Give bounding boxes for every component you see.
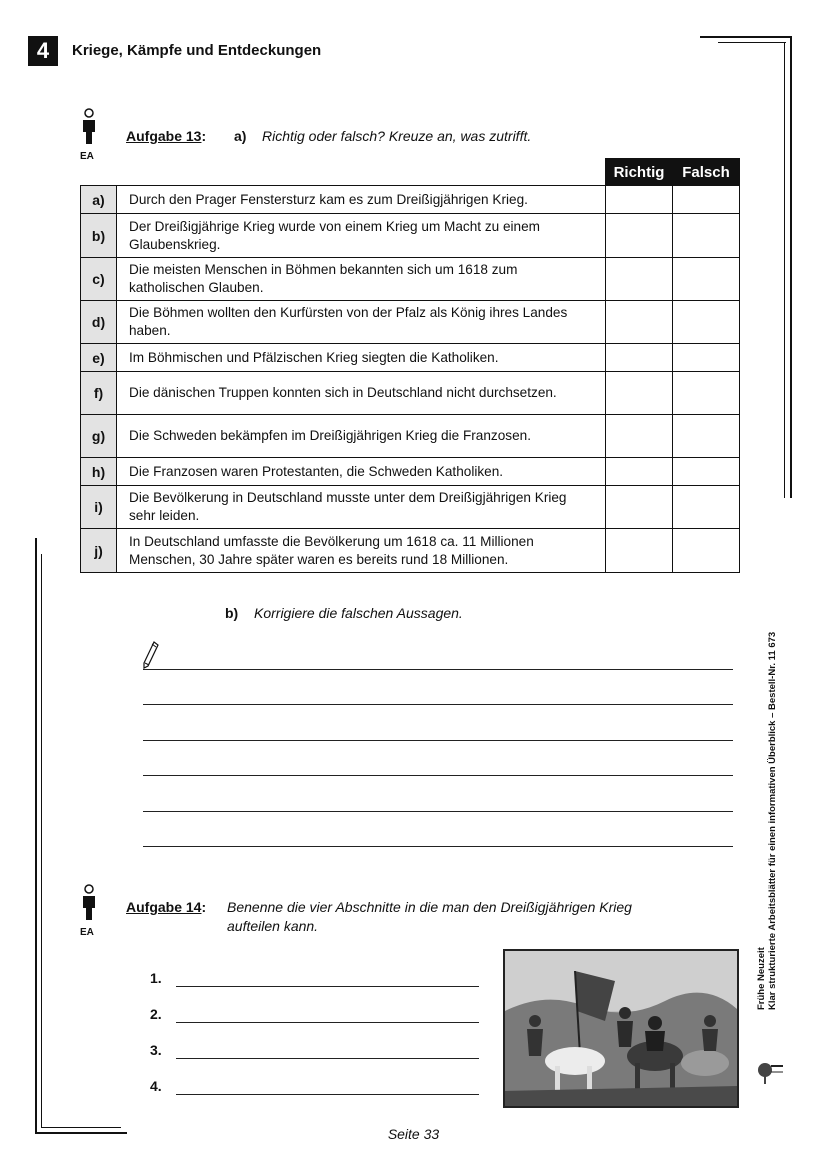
task14-text-line1: Benenne die vier Abschnitte in die man den Dreißigjährigen Krieg: [227, 899, 632, 915]
chapter-title: Kriege, Kämpfe und Entdeckungen: [72, 42, 322, 59]
ea-label: EA: [80, 927, 94, 938]
table-row: [81, 372, 740, 415]
cavalry-painting-image: [503, 949, 739, 1108]
sidebar-text: [756, 590, 778, 1010]
richtig-checkbox[interactable]: [606, 344, 673, 372]
chapter-number: 4: [28, 36, 58, 66]
row-statement: Durch den Prager Fenstersturz kam es zum Dreißigjährigen Krieg.: [117, 186, 606, 214]
answer-line[interactable]: [176, 986, 479, 987]
row-letter: g): [81, 415, 117, 458]
frame-right-line: [790, 36, 792, 498]
row-letter: a): [81, 186, 117, 214]
richtig-checkbox[interactable]: [606, 301, 673, 344]
falsch-checkbox[interactable]: [673, 486, 740, 529]
person-icon: [79, 108, 99, 148]
item-number: 2.: [150, 1006, 162, 1022]
row-letter: e): [81, 344, 117, 372]
row-statement: Die Franzosen waren Protestanten, die Schweden Katholiken.: [117, 458, 606, 486]
falsch-checkbox[interactable]: [673, 372, 740, 415]
table-row: [81, 214, 740, 258]
row-statement: Im Böhmischen und Pfälzischen Krieg siegten die Katholiken.: [117, 344, 606, 372]
falsch-checkbox[interactable]: [673, 214, 740, 258]
task14-label: Aufgabe 14:: [126, 899, 207, 915]
row-statement: Die Bevölkerung in Deutschland musste unter dem Dreißigjährigen Krieg sehr leiden.: [117, 486, 606, 529]
falsch-checkbox[interactable]: [673, 529, 740, 573]
row-statement: Die dänischen Truppen konnten sich in Deutschland nicht durchsetzen.: [117, 372, 606, 415]
sidebar-line2: Klar strukturierte Arbeitsblätter für einen informativen Überblick – Bestell-Nr. 11 673: [767, 631, 778, 1010]
row-statement: In Deutschland umfasste die Bevölkerung um 1618 ca. 11 Millionen Menschen, 30 Jahre später waren es bereits rund 18 Millionen.: [117, 529, 606, 573]
answer-line[interactable]: [176, 1094, 479, 1095]
item-number: 3.: [150, 1042, 162, 1058]
table-row: [81, 344, 740, 372]
falsch-checkbox[interactable]: [673, 301, 740, 344]
answer-line[interactable]: [143, 704, 733, 705]
table-row: [81, 529, 740, 573]
row-letter: j): [81, 529, 117, 573]
row-letter: f): [81, 372, 117, 415]
table-row: [81, 258, 740, 301]
task13-part-b-text: Korrigiere die falschen Aussagen.: [254, 605, 463, 621]
row-letter: i): [81, 486, 117, 529]
answer-line[interactable]: [176, 1058, 479, 1059]
falsch-checkbox[interactable]: [673, 258, 740, 301]
frame-left-line: [35, 538, 37, 1134]
answer-line[interactable]: [143, 811, 733, 812]
falsch-checkbox[interactable]: [673, 415, 740, 458]
ea-label: EA: [80, 151, 94, 162]
pencil-icon: [142, 640, 160, 670]
column-falsch: Falsch: [673, 159, 740, 186]
page-number: Seite 33: [387, 1126, 440, 1142]
row-statement: Die Schweden bekämpfen im Dreißigjährigen Krieg die Franzosen.: [117, 415, 606, 458]
frame-top-line: [700, 36, 792, 38]
answer-line[interactable]: [143, 740, 733, 741]
frame-top-line-inner: [718, 42, 786, 43]
answer-line[interactable]: [143, 775, 733, 776]
person-icon: [79, 884, 99, 924]
row-letter: h): [81, 458, 117, 486]
table-row: [81, 458, 740, 486]
richtig-checkbox[interactable]: [606, 214, 673, 258]
row-letter: b): [81, 214, 117, 258]
table-row: [81, 186, 740, 214]
task13-part-a-text: Richtig oder falsch? Kreuze an, was zutrifft.: [262, 128, 532, 144]
task13-part-b-letter: b): [225, 605, 239, 621]
table-row: [81, 486, 740, 529]
richtig-checkbox[interactable]: [606, 529, 673, 573]
row-letter: d): [81, 301, 117, 344]
falsch-checkbox[interactable]: [673, 186, 740, 214]
column-richtig: Richtig: [606, 159, 673, 186]
answer-line[interactable]: [143, 669, 733, 670]
table-row: [81, 415, 740, 458]
richtig-checkbox[interactable]: [606, 258, 673, 301]
richtig-checkbox[interactable]: [606, 415, 673, 458]
falsch-checkbox[interactable]: [673, 458, 740, 486]
frame-left-line-inner: [41, 554, 42, 1128]
answer-line[interactable]: [143, 846, 733, 847]
publisher-logo: [757, 1060, 783, 1086]
frame-right-line-inner: [784, 42, 785, 498]
falsch-checkbox[interactable]: [673, 344, 740, 372]
task14-text-line2: aufteilen kann.: [227, 918, 319, 934]
richtig-checkbox[interactable]: [606, 486, 673, 529]
table-row: [81, 301, 740, 344]
true-false-table: [80, 158, 740, 573]
item-number: 1.: [150, 970, 162, 986]
task13-label: Aufgabe 13:: [126, 128, 207, 144]
task13-part-a-letter: a): [234, 128, 247, 144]
row-letter: c): [81, 258, 117, 301]
answer-line[interactable]: [176, 1022, 479, 1023]
sidebar-line1: Frühe Neuzeit: [756, 947, 767, 1010]
row-statement: Der Dreißigjährige Krieg wurde von einem Krieg um Macht zu einem Glaubenskrieg.: [117, 214, 606, 258]
richtig-checkbox[interactable]: [606, 186, 673, 214]
richtig-checkbox[interactable]: [606, 372, 673, 415]
row-statement: Die Böhmen wollten den Kurfürsten von der Pfalz als König ihres Landes haben.: [117, 301, 606, 344]
richtig-checkbox[interactable]: [606, 458, 673, 486]
item-number: 4.: [150, 1078, 162, 1094]
row-statement: Die meisten Menschen in Böhmen bekannten sich um 1618 zum katholischen Glauben.: [117, 258, 606, 301]
